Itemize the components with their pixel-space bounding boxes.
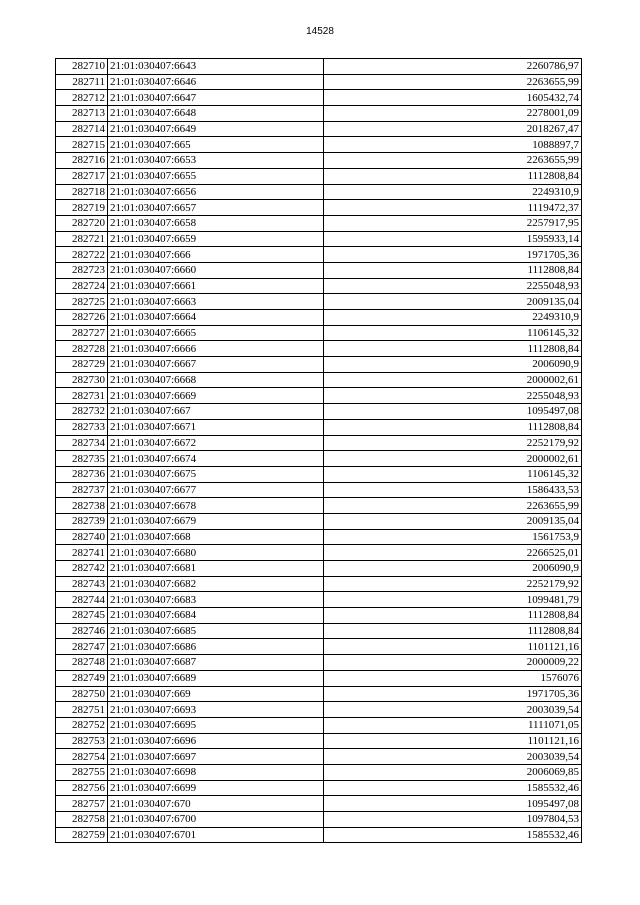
cadastral-value: 2000002,61 xyxy=(324,451,582,467)
row-number: 282759 xyxy=(56,827,108,843)
table-row xyxy=(56,702,582,718)
row-number: 282738 xyxy=(56,498,108,514)
row-number: 282728 xyxy=(56,341,108,357)
table-row xyxy=(56,74,582,90)
row-number: 282746 xyxy=(56,623,108,639)
cadastral-number: 21:01:030407:6696 xyxy=(108,733,324,749)
row-number: 282748 xyxy=(56,655,108,671)
table-row xyxy=(56,184,582,200)
cadastral-value: 1971705,36 xyxy=(324,686,582,702)
cadastral-number: 21:01:030407:6669 xyxy=(108,388,324,404)
cadastral-number: 21:01:030407:6663 xyxy=(108,294,324,310)
row-number: 282741 xyxy=(56,545,108,561)
cadastral-value: 2266525,01 xyxy=(324,545,582,561)
cadastral-value: 1097804,53 xyxy=(324,812,582,828)
cadastral-number: 21:01:030407:6685 xyxy=(108,623,324,639)
table-row xyxy=(56,513,582,529)
cadastral-number: 21:01:030407:667 xyxy=(108,404,324,420)
cadastral-number: 21:01:030407:6677 xyxy=(108,482,324,498)
cadastral-value: 2249310,9 xyxy=(324,184,582,200)
cadastral-value: 2263655,99 xyxy=(324,153,582,169)
row-number: 282725 xyxy=(56,294,108,310)
cadastral-value: 2252179,92 xyxy=(324,576,582,592)
cadastral-value: 1576076 xyxy=(324,670,582,686)
cadastral-number: 21:01:030407:6672 xyxy=(108,435,324,451)
cadastral-number: 21:01:030407:6667 xyxy=(108,357,324,373)
row-number: 282735 xyxy=(56,451,108,467)
table-row xyxy=(56,388,582,404)
cadastral-number: 21:01:030407:6681 xyxy=(108,561,324,577)
table-row xyxy=(56,435,582,451)
table-row xyxy=(56,561,582,577)
table-row xyxy=(56,200,582,216)
table-row xyxy=(56,576,582,592)
cadastral-value: 1101121,16 xyxy=(324,639,582,655)
cadastral-value: 2260786,97 xyxy=(324,59,582,75)
table-row xyxy=(56,670,582,686)
table-row xyxy=(56,639,582,655)
table-row xyxy=(56,262,582,278)
cadastral-number: 21:01:030407:6683 xyxy=(108,592,324,608)
row-number: 282727 xyxy=(56,325,108,341)
row-number: 282745 xyxy=(56,608,108,624)
cadastral-value: 2252179,92 xyxy=(324,435,582,451)
row-number: 282712 xyxy=(56,90,108,106)
table-row xyxy=(56,59,582,75)
cadastral-number: 21:01:030407:666 xyxy=(108,247,324,263)
cadastral-number: 21:01:030407:6689 xyxy=(108,670,324,686)
cadastral-value: 2278001,09 xyxy=(324,106,582,122)
cadastral-number: 21:01:030407:6678 xyxy=(108,498,324,514)
cadastral-value: 2003039,54 xyxy=(324,702,582,718)
row-number: 282742 xyxy=(56,561,108,577)
table-row xyxy=(56,498,582,514)
row-number: 282711 xyxy=(56,74,108,90)
row-number: 282714 xyxy=(56,121,108,137)
row-number: 282737 xyxy=(56,482,108,498)
cadastral-number: 21:01:030407:665 xyxy=(108,137,324,153)
table-row xyxy=(56,121,582,137)
cadastral-value: 1585532,46 xyxy=(324,827,582,843)
cadastral-value: 2249310,9 xyxy=(324,310,582,326)
cadastral-value: 1595933,14 xyxy=(324,231,582,247)
cadastral-number: 21:01:030407:6666 xyxy=(108,341,324,357)
table-row xyxy=(56,215,582,231)
cadastral-value: 2009135,04 xyxy=(324,513,582,529)
cadastral-value: 1112808,84 xyxy=(324,623,582,639)
cadastral-value: 2000002,61 xyxy=(324,372,582,388)
row-number: 282718 xyxy=(56,184,108,200)
row-number: 282722 xyxy=(56,247,108,263)
row-number: 282724 xyxy=(56,278,108,294)
cadastral-value: 2000009,22 xyxy=(324,655,582,671)
row-number: 282715 xyxy=(56,137,108,153)
page-number: 14528 xyxy=(306,26,334,37)
table-row xyxy=(56,357,582,373)
cadastral-value: 1099481,79 xyxy=(324,592,582,608)
cadastral-value: 1095497,08 xyxy=(324,796,582,812)
cadastral-number: 21:01:030407:6668 xyxy=(108,372,324,388)
row-number: 282755 xyxy=(56,764,108,780)
cadastral-number: 21:01:030407:6649 xyxy=(108,121,324,137)
table-row xyxy=(56,451,582,467)
cadastral-value: 1585532,46 xyxy=(324,780,582,796)
row-number: 282730 xyxy=(56,372,108,388)
row-number: 282758 xyxy=(56,812,108,828)
table-row xyxy=(56,733,582,749)
cadastral-number: 21:01:030407:668 xyxy=(108,529,324,545)
cadastral-value: 1112808,84 xyxy=(324,168,582,184)
cadastral-value: 1095497,08 xyxy=(324,404,582,420)
table-row xyxy=(56,717,582,733)
cadastral-number: 21:01:030407:6660 xyxy=(108,262,324,278)
cadastral-number: 21:01:030407:6682 xyxy=(108,576,324,592)
row-number: 282720 xyxy=(56,215,108,231)
cadastral-number: 21:01:030407:6695 xyxy=(108,717,324,733)
cadastral-value: 1605432,74 xyxy=(324,90,582,106)
table-row xyxy=(56,294,582,310)
cadastral-number: 21:01:030407:6679 xyxy=(108,513,324,529)
table-row xyxy=(56,592,582,608)
cadastral-number: 21:01:030407:6648 xyxy=(108,106,324,122)
cadastral-number: 21:01:030407:6664 xyxy=(108,310,324,326)
row-number: 282710 xyxy=(56,59,108,75)
table-row xyxy=(56,278,582,294)
row-number: 282716 xyxy=(56,153,108,169)
table-row xyxy=(56,341,582,357)
cadastral-value: 1106145,32 xyxy=(324,325,582,341)
row-number: 282743 xyxy=(56,576,108,592)
cadastral-value-table xyxy=(55,58,582,843)
table-row xyxy=(56,153,582,169)
cadastral-number: 21:01:030407:6655 xyxy=(108,168,324,184)
cadastral-value: 1586433,53 xyxy=(324,482,582,498)
table-row xyxy=(56,137,582,153)
table-row xyxy=(56,325,582,341)
cadastral-value: 2263655,99 xyxy=(324,498,582,514)
table-row xyxy=(56,372,582,388)
cadastral-value: 2255048,93 xyxy=(324,388,582,404)
table-row xyxy=(56,106,582,122)
cadastral-value: 1112808,84 xyxy=(324,341,582,357)
cadastral-value: 1101121,16 xyxy=(324,733,582,749)
table-row xyxy=(56,623,582,639)
table-row xyxy=(56,655,582,671)
cadastral-number: 21:01:030407:6699 xyxy=(108,780,324,796)
cadastral-number: 21:01:030407:6693 xyxy=(108,702,324,718)
cadastral-number: 21:01:030407:6657 xyxy=(108,200,324,216)
cadastral-number: 21:01:030407:6701 xyxy=(108,827,324,843)
cadastral-number: 21:01:030407:6680 xyxy=(108,545,324,561)
cadastral-value: 1971705,36 xyxy=(324,247,582,263)
row-number: 282713 xyxy=(56,106,108,122)
cadastral-number: 21:01:030407:6659 xyxy=(108,231,324,247)
cadastral-value: 1112808,84 xyxy=(324,608,582,624)
table-row xyxy=(56,764,582,780)
cadastral-value: 2257917,95 xyxy=(324,215,582,231)
table-row xyxy=(56,686,582,702)
row-number: 282721 xyxy=(56,231,108,247)
table-row xyxy=(56,827,582,843)
cadastral-number: 21:01:030407:6684 xyxy=(108,608,324,624)
row-number: 282729 xyxy=(56,357,108,373)
cadastral-value: 1119472,37 xyxy=(324,200,582,216)
cadastral-number: 21:01:030407:6646 xyxy=(108,74,324,90)
cadastral-value: 1106145,32 xyxy=(324,466,582,482)
row-number: 282732 xyxy=(56,404,108,420)
cadastral-value: 2263655,99 xyxy=(324,74,582,90)
cadastral-number: 21:01:030407:6671 xyxy=(108,419,324,435)
cadastral-value: 1112808,84 xyxy=(324,262,582,278)
row-number: 282726 xyxy=(56,310,108,326)
table-body xyxy=(56,59,582,843)
table-row xyxy=(56,231,582,247)
table-row xyxy=(56,466,582,482)
cadastral-number: 21:01:030407:6697 xyxy=(108,749,324,765)
table-row xyxy=(56,780,582,796)
cadastral-value: 2006069,85 xyxy=(324,764,582,780)
row-number: 282731 xyxy=(56,388,108,404)
cadastral-number: 21:01:030407:6674 xyxy=(108,451,324,467)
cadastral-number: 21:01:030407:6658 xyxy=(108,215,324,231)
cadastral-value: 2003039,54 xyxy=(324,749,582,765)
cadastral-number: 21:01:030407:669 xyxy=(108,686,324,702)
cadastral-value: 2255048,93 xyxy=(324,278,582,294)
cadastral-value: 1111071,05 xyxy=(324,717,582,733)
table-row xyxy=(56,529,582,545)
cadastral-value: 2006090,9 xyxy=(324,561,582,577)
cadastral-number: 21:01:030407:6665 xyxy=(108,325,324,341)
row-number: 282752 xyxy=(56,717,108,733)
cadastral-number: 21:01:030407:6643 xyxy=(108,59,324,75)
cadastral-number: 21:01:030407:6661 xyxy=(108,278,324,294)
table-row xyxy=(56,90,582,106)
cadastral-number: 21:01:030407:6653 xyxy=(108,153,324,169)
row-number: 282749 xyxy=(56,670,108,686)
table-row xyxy=(56,749,582,765)
row-number: 282740 xyxy=(56,529,108,545)
cadastral-number: 21:01:030407:6698 xyxy=(108,764,324,780)
cadastral-value: 1561753,9 xyxy=(324,529,582,545)
cadastral-number: 21:01:030407:6675 xyxy=(108,466,324,482)
row-number: 282747 xyxy=(56,639,108,655)
table-row xyxy=(56,796,582,812)
cadastral-value: 2006090,9 xyxy=(324,357,582,373)
table-row xyxy=(56,608,582,624)
row-number: 282750 xyxy=(56,686,108,702)
row-number: 282719 xyxy=(56,200,108,216)
cadastral-value: 2009135,04 xyxy=(324,294,582,310)
row-number: 282744 xyxy=(56,592,108,608)
row-number: 282739 xyxy=(56,513,108,529)
table-row xyxy=(56,247,582,263)
cadastral-value: 1112808,84 xyxy=(324,419,582,435)
table-row xyxy=(56,419,582,435)
row-number: 282717 xyxy=(56,168,108,184)
table-row xyxy=(56,812,582,828)
cadastral-number: 21:01:030407:6647 xyxy=(108,90,324,106)
cadastral-number: 21:01:030407:6700 xyxy=(108,812,324,828)
row-number: 282734 xyxy=(56,435,108,451)
cadastral-number: 21:01:030407:6686 xyxy=(108,639,324,655)
table-row xyxy=(56,482,582,498)
row-number: 282723 xyxy=(56,262,108,278)
row-number: 282757 xyxy=(56,796,108,812)
cadastral-number: 21:01:030407:6656 xyxy=(108,184,324,200)
row-number: 282754 xyxy=(56,749,108,765)
table-row xyxy=(56,545,582,561)
table-row xyxy=(56,404,582,420)
row-number: 282736 xyxy=(56,466,108,482)
cadastral-number: 21:01:030407:670 xyxy=(108,796,324,812)
row-number: 282753 xyxy=(56,733,108,749)
cadastral-value: 1088897,7 xyxy=(324,137,582,153)
row-number: 282733 xyxy=(56,419,108,435)
table-row xyxy=(56,310,582,326)
row-number: 282756 xyxy=(56,780,108,796)
cadastral-value: 2018267,47 xyxy=(324,121,582,137)
table-row xyxy=(56,168,582,184)
row-number: 282751 xyxy=(56,702,108,718)
cadastral-number: 21:01:030407:6687 xyxy=(108,655,324,671)
